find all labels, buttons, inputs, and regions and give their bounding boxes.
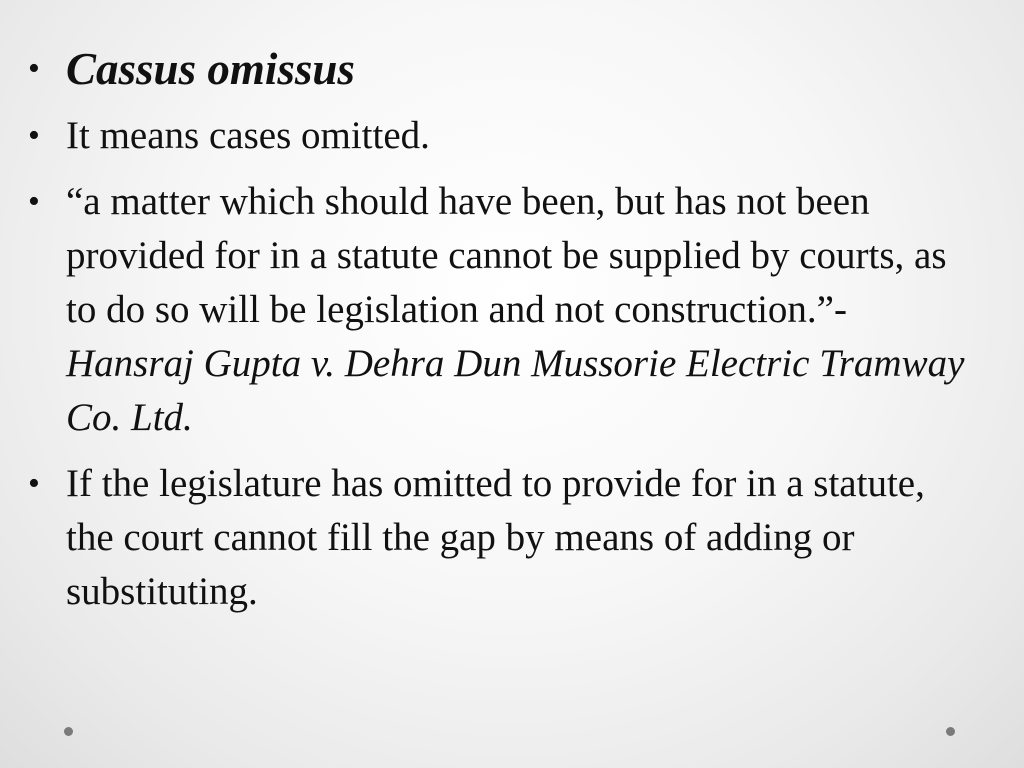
- decorative-dot-right: [946, 727, 955, 736]
- bullet-marker: •: [28, 117, 40, 154]
- bullet-heading: [28, 42, 968, 99]
- case-citation: Hansraj Gupta v. Dehra Dun Mussorie Electric Tramway Co. Ltd.: [66, 342, 965, 439]
- heading-text: Cassus omissus: [66, 44, 355, 94]
- rule-text: If the legislature has omitted to provide for in a statute, the court cannot fill the gap by means of adding or substituting.: [66, 462, 925, 613]
- bullet-marker: •: [28, 183, 40, 220]
- slide-bullet-list: [28, 42, 968, 631]
- definition-text: It means cases omitted.: [66, 114, 430, 157]
- bullet-quote: [28, 175, 968, 445]
- quote-text: “a matter which should have been, but has not been provided for in a statute cannot be supplied by courts, as to do so will be legislation and not construction.”-: [66, 180, 947, 331]
- bullet-marker: •: [28, 465, 40, 502]
- bullet-marker: •: [28, 50, 40, 87]
- decorative-dot-left: [64, 727, 73, 736]
- bullet-rule: [28, 457, 968, 619]
- bullet-definition: [28, 109, 968, 163]
